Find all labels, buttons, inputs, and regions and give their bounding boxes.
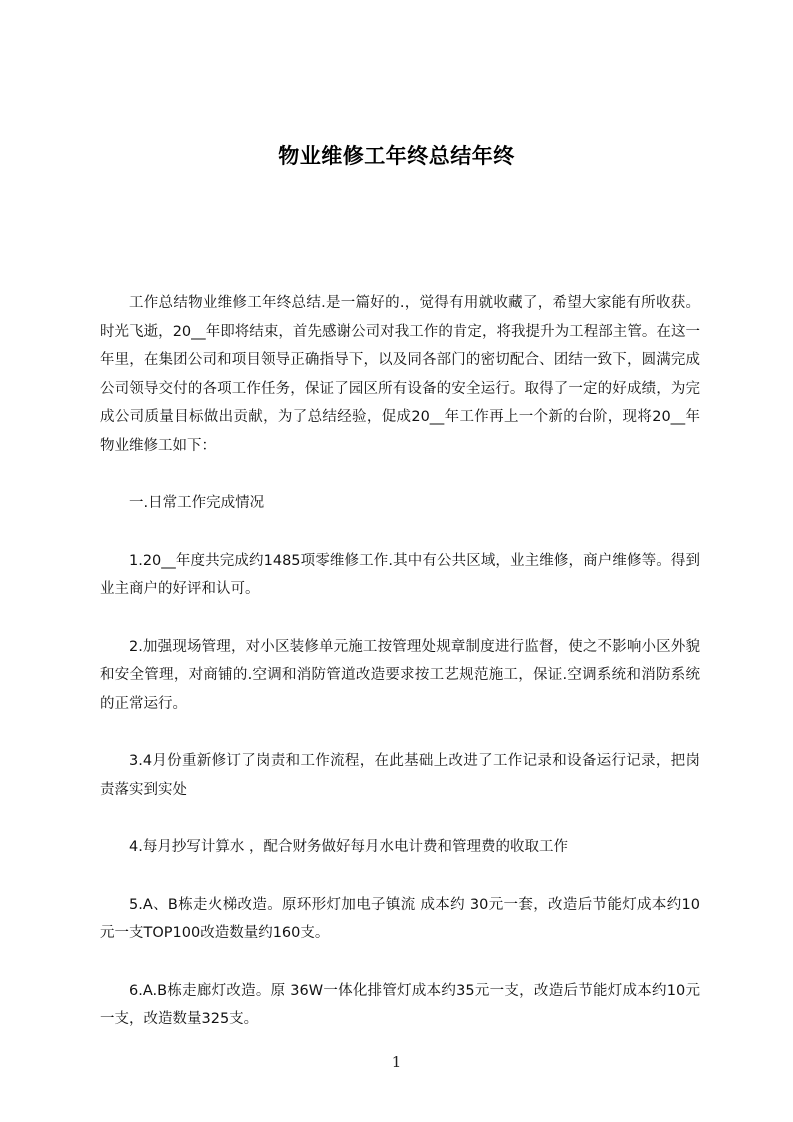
intro-paragraph: 工作总结物业维修工年终总结.是一篇好的.，觉得有用就收藏了，希望大家能有所收获。时光飞逝，20__年即将结束，首先感谢公司对我工作的肯定，将我提升为工程部主管。在这一年里，在集团公司和项目领导正确指导下，以及同各部门的密切配合、团结一致下，圆满完成公司领导交付的各项工作任务，保证了园区所有设备的安全运行。取得了一定的好成绩，为完成公司质量目标做出贡献，为了总结经验，促成20__年工作再上一个新的台阶，现将20__年物业维修工如下： <box>100 295 700 454</box>
page-number: 1 <box>391 1053 402 1071</box>
list-item-2: 2.加强现场管理，对小区装修单元施工按管理处规章制度进行监督，使之不影响小区外貌和安全管理，对商铺的.空调和消防管道改造要求按工艺规范施工，保证.空调系统和消防系统的正常运行。 <box>100 638 700 712</box>
paragraph-spacer <box>100 460 700 489</box>
paragraph-spacer <box>100 948 700 977</box>
paragraph-spacer <box>100 604 700 633</box>
paragraph-spacer <box>100 518 700 547</box>
section-heading: 一.日常工作完成情况 <box>129 495 265 511</box>
list-item-1: 1.20__年度共完成约1485项零维修工作.其中有公共区域，业主维修，商户维修等。得到业主商户的好评和认可。 <box>100 552 700 597</box>
document-title: 物业维修工年终总结年终 <box>278 144 515 168</box>
document-body <box>100 289 700 1034</box>
paragraph-spacer <box>100 804 700 833</box>
paragraph-spacer <box>100 862 700 891</box>
list-item-6: 6.A.B栋走廊灯改造。原 36W一体化排管灯成本约35元一支，改造后节能灯成本约10元一支，改造数量325支。 <box>100 982 700 1027</box>
list-item-5: 5.A、B栋走火梯改造。原环形灯加电子镇流 成本约 30元一套，改造后节能灯成本约10元一支TOP100改造数量约160支。 <box>100 896 700 941</box>
paragraph-spacer <box>100 718 700 747</box>
list-item-4: 4.每月抄写计算水 ，配合财务做好每月水电计费和管理费的收取工作 <box>129 839 568 855</box>
list-item-3: 3.4月份重新修订了岗责和工作流程，在此基础上改进了工作记录和设备运行记录，把岗责落实到实处 <box>100 753 700 798</box>
